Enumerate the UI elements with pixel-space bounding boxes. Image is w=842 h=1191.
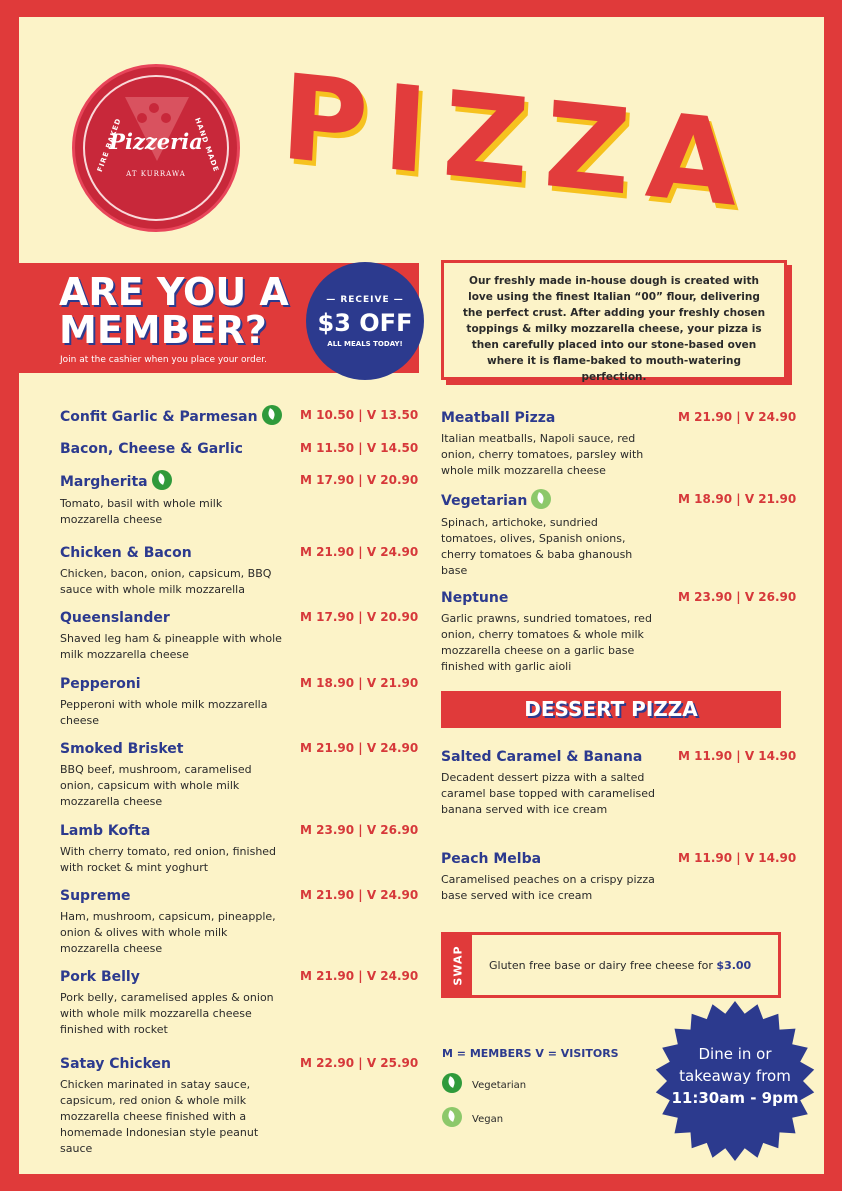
offer-amount: $3 OFF: [317, 309, 413, 337]
offer-all-meals: ALL MEALS TODAY!: [327, 340, 403, 348]
menu-item-price: M 11.50 | V 14.50: [300, 441, 419, 455]
menu-item-description: Ham, mushroom, capsicum, pineapple, onion & olives with whole milk mozzarella cheese: [60, 910, 276, 955]
member-heading-line2: MEMBER?: [59, 308, 267, 352]
member-heading-line1: ARE YOU A: [59, 270, 289, 314]
menu-item-description: Pork belly, caramelised apples & onion with whole milk mozzarella cheese finished with rocket: [60, 991, 274, 1036]
vegetarian-icon: [152, 470, 172, 490]
menu-item-name-text: Smoked Brisket: [60, 741, 184, 757]
menu-item-name-text: Neptune: [441, 590, 509, 606]
menu-item: [441, 409, 797, 479]
hours-line1: Dine in or: [698, 1045, 772, 1063]
menu-item: [441, 491, 797, 579]
menu-item: [60, 968, 419, 1038]
menu-item-name-text: Satay Chicken: [60, 1056, 171, 1072]
menu-item-name-text: Pepperoni: [60, 676, 141, 692]
menu-item-name-text: Bacon, Cheese & Garlic: [60, 441, 243, 457]
menu-item-price: M 21.90 | V 24.90: [300, 741, 419, 755]
pizzeria-logo: [72, 64, 240, 232]
menu-item-description: Tomato, basil with whole milk mozzarella cheese: [60, 497, 223, 526]
logo-subtitle: AT KURRAWA: [126, 170, 186, 178]
menu-item: [60, 822, 419, 876]
menu-item-description: Shaved leg ham & pineapple with whole milk mozzarella cheese: [60, 632, 282, 661]
menu-item-name-text: Queenslander: [60, 610, 170, 626]
menu-item-price: M 22.90 | V 25.90: [300, 1056, 419, 1070]
opening-hours: [655, 1043, 815, 1109]
menu-item-description: Pepperoni with whole milk mozzarella cheese: [60, 698, 268, 727]
menu-item-description: Caramelised peaches on a crispy pizza base served with ice cream: [441, 873, 655, 902]
menu-item-name-text: Confit Garlic & Parmesan: [60, 409, 258, 425]
menu-item-description: Italian meatballs, Napoli sauce, red onion, cherry tomatoes, parsley with whole milk mozzarella cheese: [441, 432, 644, 477]
menu-item: [441, 850, 797, 904]
menu-item-price: M 18.90 | V 21.90: [300, 676, 419, 690]
menu-item: [60, 544, 419, 598]
menu-item-name-text: Chicken & Bacon: [60, 545, 192, 561]
menu-item-price: M 11.90 | V 14.90: [678, 749, 797, 763]
menu-item: [60, 440, 419, 458]
menu-page: [19, 17, 824, 1174]
legend-vegetarian-label: Vegetarian: [472, 1080, 527, 1091]
menu-item-price: M 17.90 | V 20.90: [300, 610, 419, 624]
logo-script: Pizzeria: [109, 129, 203, 154]
legend-vegan-label: Vegan: [472, 1114, 504, 1125]
member-offer-badge: [306, 262, 424, 380]
vegan-icon: [442, 1107, 462, 1127]
menu-item-price: M 21.90 | V 24.90: [300, 545, 419, 559]
menu-item: [60, 740, 419, 810]
dessert-header: DESSERT PIZZA: [441, 691, 781, 728]
vegetarian-icon: [262, 405, 282, 425]
menu-item-description: Chicken, bacon, onion, capsicum, BBQ sauce with whole milk mozzarella: [60, 567, 272, 596]
menu-item: [60, 1055, 419, 1157]
menu-item-name-text: Lamb Kofta: [60, 823, 151, 839]
menu-item-description: Decadent dessert pizza with a salted caramel base topped with caramelised banana served with ice cream: [441, 771, 656, 816]
menu-item-price: M 23.90 | V 26.90: [300, 823, 419, 837]
intro-box: Our freshly made in-house dough is created with love using the finest Italian “00” flour, delivering the perfect crust. After adding your freshly chosen toppings & milky mozzarella cheese, your pizza is then carefully placed into our stone-based oven where it is flame-baked to mouth-watering perfection.: [441, 260, 787, 380]
legend-vegan: [442, 1109, 503, 1129]
menu-item-name-text: Margherita: [60, 474, 148, 490]
member-note: Join at the cashier when you place your order.: [60, 355, 267, 365]
menu-item-name-text: Salted Caramel & Banana: [441, 749, 643, 765]
menu-item: [60, 609, 419, 663]
menu-item-price: M 23.90 | V 26.90: [678, 590, 797, 604]
logo-left-text: FIRE BAKED: [95, 116, 123, 174]
menu-item-name-text: Meatball Pizza: [441, 410, 556, 426]
menu-item-price: M 21.90 | V 24.90: [300, 969, 419, 983]
menu-item: [441, 589, 797, 675]
offer-receive: — RECEIVE —: [326, 295, 404, 305]
menu-item: [441, 748, 797, 818]
menu-item: [60, 887, 419, 957]
menu-item-price: M 11.90 | V 14.90: [678, 851, 797, 865]
swap-box: [441, 932, 781, 998]
menu-item-description: Spinach, artichoke, sundried tomatoes, olives, Spanish onions, cherry tomatoes & baba ghanoush base: [441, 516, 633, 577]
menu-item-price: M 18.90 | V 21.90: [678, 492, 797, 506]
member-heading: [59, 270, 309, 352]
menu-item-description: Garlic prawns, sundried tomatoes, red onion, cherry tomatoes & whole milk mozzarella cheese on a garlic base finished with garlic aioli: [441, 612, 652, 673]
vegan-icon: [531, 489, 551, 509]
menu-item-description: BBQ beef, mushroom, caramelised onion, capsicum with whole milk mozzarella cheese: [60, 763, 252, 808]
menu-item-price: M 21.90 | V 24.90: [300, 888, 419, 902]
pepperoni-dot: [161, 113, 171, 123]
swap-description: Gluten free base or dairy free cheese for: [489, 959, 717, 972]
hours-time: 11:30am - 9pm: [671, 1089, 799, 1107]
swap-tag-label: SWAP: [451, 945, 465, 986]
menu-item-description: Chicken marinated in satay sauce, capsicum, red onion & whole milk mozzarella cheese finished with a homemade Indonesian style peanut sauce: [60, 1078, 259, 1155]
vegetarian-icon: [442, 1073, 462, 1093]
menu-item: [60, 407, 419, 427]
logo-right-text: HAND MADE: [192, 116, 220, 174]
pepperoni-dot: [149, 103, 159, 113]
menu-item-name-text: Pork Belly: [60, 969, 140, 985]
page-title: PIZZA: [277, 47, 758, 235]
menu-item-description: With cherry tomato, red onion, finished with rocket & mint yoghurt: [60, 845, 277, 874]
pepperoni-dot: [137, 113, 147, 123]
menu-item: [60, 675, 419, 729]
menu-item-price: M 10.50 | V 13.50: [300, 408, 419, 422]
menu-item: [60, 472, 419, 528]
swap-text: [489, 959, 751, 972]
menu-item-price: M 17.90 | V 20.90: [300, 473, 419, 487]
legend-vegetarian: [442, 1075, 526, 1095]
hours-line2: takeaway from: [679, 1067, 791, 1085]
menu-item-name-text: Supreme: [60, 888, 131, 904]
menu-item-price: M 21.90 | V 24.90: [678, 410, 797, 424]
menu-item-name-text: Peach Melba: [441, 851, 542, 867]
swap-price: $3.00: [716, 959, 752, 972]
menu-item-name-text: Vegetarian: [441, 493, 528, 509]
price-legend: M = MEMBERS V = VISITORS: [442, 1047, 619, 1060]
swap-tag: [444, 935, 472, 995]
